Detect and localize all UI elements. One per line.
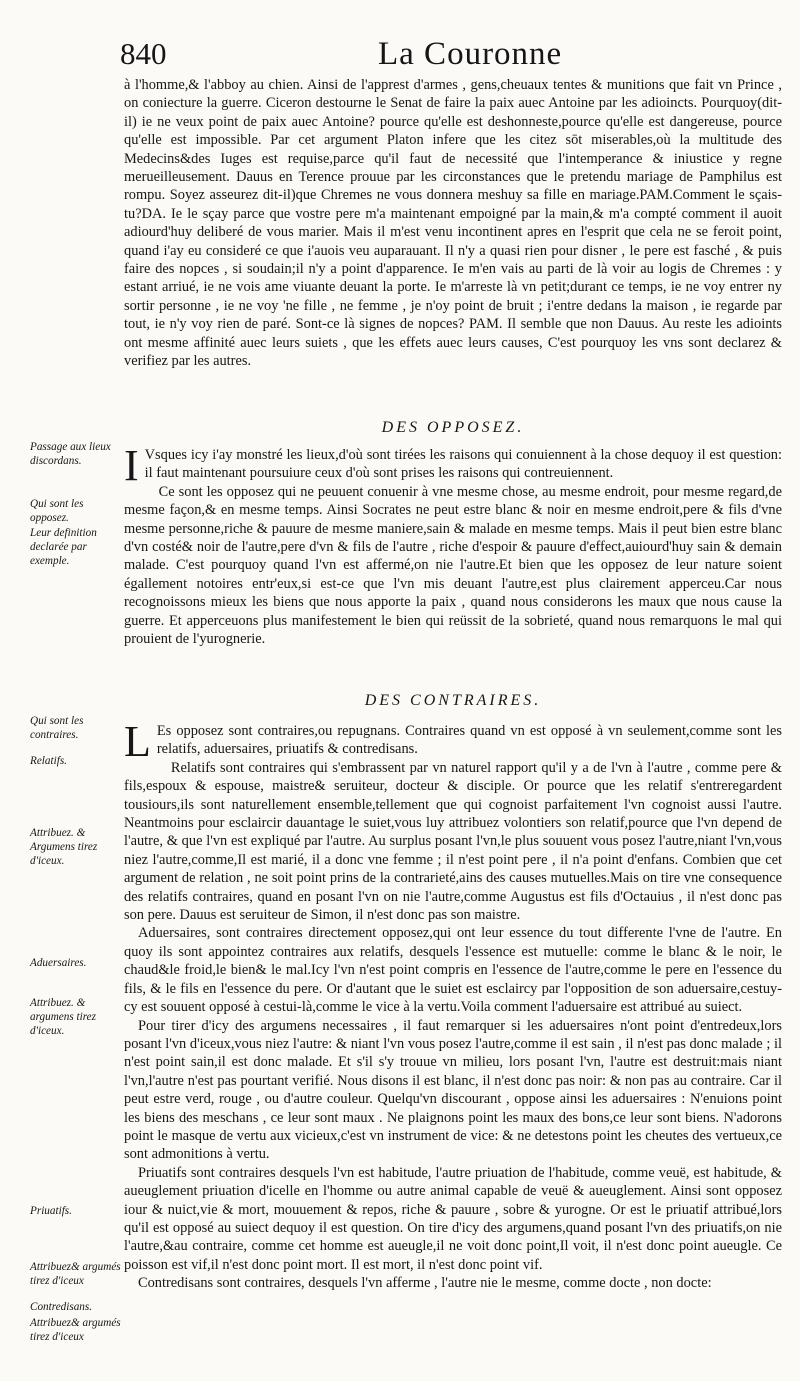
margin-note: Passage aux lieux discordans. xyxy=(30,441,111,467)
page-number: 840 xyxy=(120,36,167,71)
drop-capital: L xyxy=(124,717,151,766)
margin-note: Qui sont les opposez. xyxy=(30,498,84,524)
running-header xyxy=(120,34,780,74)
paragraph: Contredisans sont contraires, desquels l'vn afferme , l'autre nie le mesme, comme docte , non docte: xyxy=(138,1275,712,1292)
paragraph-text: Vsques icy i'ay monstré les lieux,d'où sont tirées les raisons qui conuiennent à la chose dequoy il est question: il faut maintenant poursuiure ceux d'où sont prises les raisons qui contreuiennent. xyxy=(144,447,782,482)
margin-note: Attribuez. & Argumens tirez d'iceux. xyxy=(30,827,98,867)
paragraph: à l'homme,& l'abboy au chien. Ainsi de l'apprest d'armes , gens,cheuaux tentes & munitions que fait vn Prince , on coniecture la guerre. Ciceron destourne le Senat de faire la paix auec Antoine par les adioincts. Pourquoy(dit-il) ie ne veux point de paix auec Antoine? pource qu'elle est deshonneste,pource qu'elle est dangereuse, pource qu'elle est impossible. Par cet argument Platon infere que les citez sōt miserables,où la multitude des Medecins&des Iuges est requise,parce qu'il faut de necessité que l'intemperance & iniustice y regne merueilleusement. Dauus en Terence prouue par les circonstances que le pretendu mariage de Pamphilus est rompu. Soyez asseurez dit-il)que Chremes ne vous donnera meshuy sa fille en mariage.PAM.Comment le sçais-tu?DA. Ie le sçay parce que vostre pere m'a maintenant empoigné par la main,& m'a compté comment il auoit adiourd'huy deliberé de vous marier. Mais il m'est venu incontinent apres en l'esprit que cela ne se feroit point, quand i'ay eu consideré ce que i'auois veu auparauant. Il n'y a quasi rien pour disner , le pere est fasché , & puis faire des nopces , si soudain;il n'y a point d'apparence. Ie m'en vais au parti de là voir au logis de Chremes : y estant arriué, ie ne vois ame viuante deuant la porte. Ie m'arreste là vn petit;durant ce temps, ie ne voy entrer ny sortir personne , ie ne voy 'ne fille , ne femme , je n'oy point de bruit ; i'entre dedans la maison , ie regarde par tout, ie n'y voy rien de paré. Sont-ce là signes de nopces? PAM. Il semble que non Dauus. Au reste les adioints ont mesme affinité auec leurs suiets , que les effets auec leurs causes, C'est pourquoy les vns sont declarez & verifiez par les autres. xyxy=(124,77,782,370)
section-heading-contraires: DES CONTRAIRES. xyxy=(364,692,542,709)
drop-capital: I xyxy=(124,441,139,490)
paragraph: Pour tirer d'icy des argumens necessaires , il faut remarquer si les aduersaires n'ont point d'entredeux,lors posant l'vn d'iceux,vous niez l'autre: & niant l'vn vous posez l'autre,comme il est sain , il n'est pas donc malade ; il n'est point sain,il est donc malade. Et s'il s'y trouue vn milieu, lors posant l'vn, l'autre est destruit:mais niant l'vn,l'autre n'est pas pourtant verifié. Nous disons il est blanc, il n'est donc pas noir: & non pas au contraire. Car il peut estre verd, rouge , ou d'autre couleur. Quelqu'vn discourant , oppose ainsi les aduersaires : N'enuions point les biens des meschans , ce leur sont maux . Ne plaignons point les maux des bons,ce leur sont biens. N'adorons point le masque de vertu aux vicieux,c'est vn instrument de vice: & ne detestons point les cheutes des vertueux,ce sont admonitions à vertu. xyxy=(124,1017,782,1163)
margin-notes xyxy=(30,0,122,1381)
paragraph xyxy=(124,441,782,490)
margin-note: Attribuez& argumés tirez d'iceux xyxy=(30,1317,121,1343)
margin-note: Qui sont les contraires. xyxy=(30,715,84,741)
section-contraires-body xyxy=(124,717,782,1293)
margin-note: Leur definition declarée par exemple. xyxy=(30,527,97,567)
margin-note: Priuatifs. xyxy=(30,1205,72,1217)
paragraph: Relatifs sont contraires qui s'embrassent par vn naturel rapport qu'il y a de l'vn à l'autre , comme pere & fils,espoux & espouse, maistre& seruiteur, docteur & disciple. Or pource que les relatif s'entreregardent tousiours,ils sont naturellement ensemble,tellement que qui cognoist parfaitement l'vn cognoist aussi l'autre. Neantmoins pour esclaircir dauantage le suiet,vous luy attribuez volontiers son relatif,pource que l'vn depend de l'autre, & que l'vn est expliqué par l'autre. Au surplus posant l'vn,le plus souuent vous posez l'autre,niant l'vn,vous niez l'autre,comme,Il est marié, il a donc vne femme ; il n'est point pere , il n'a point d'enfans. Combien que cet argument de relation , ne soit point prins de la contrarieté,ains des causes mutuelles.Mais on tire vne consequence des relatifs contraires, quand en posant l'vn on nie l'autre,comme Augustus est fils d'Octauius , il n'est donc pas son pere. Dauus est seruiteur de Simon, il n'est donc pas son maistre. xyxy=(124,759,782,924)
paragraph: Priuatifs sont contraires desquels l'vn est habitude, l'autre priuation de l'habitude, comme veuë, est habitude, & aueuglement priuation d'icelle en l'homme ou autre animal capable de veuë & aueuglement. Ainsi sont opposez iour & nuict,vie & mort, mouuement & repos, riche & pauure , sobre & yurogne. Or est le priuatif attribué,lors qu'il est opposé au suiect dequoy il est question. On tire d'icy des argumens,quand posant l'vn des priuatifs,on nie l'autre,&au contraire, comme cet homme est aueugle,il ne voit donc point,Il voit, il n'est donc point aueugle. Ce poisson est vif,il n'est donc point mort. Il est mort, il n'est donc point vif. xyxy=(124,1164,782,1273)
margin-note: Contredisans. xyxy=(30,1301,93,1313)
paragraph: Ce sont les opposez qui ne peuuent conuenir à vne mesme chose, au mesme endroit, pour mesme regard,de mesme façon,& en mesme temps. Ainsi Socrates ne peut estre blanc & noir en mesme endroit,pere & fils d'vne mesme personne,riche & pauure de mesme maniere,sain & malade en mesme temps. Mais il peut bien estre blanc d'vn costé& noir de l'autre,pere d'vn & fils de l'autre , riche d'espoir & pauure d'effect,auiourd'huy sain & demain malade. C'est pourquoy quand l'vn est affermé,on nie l'autre.Et bien que les opposez de leur nature soient égallement notoires entr'eux,si est-ce que l'vn mis deuant l'autre,est plus clairement apperceu.Car nous recognoissons mieux les biens que nous apporte la paix , quand nous considerons les maux que nous cause la guerre. Et apperceuons plus manifestement le bien qui reüssit de la sobrieté, quand nous remarquons le mal qui prouient de l'yurognerie. xyxy=(124,483,782,648)
top-text-block xyxy=(124,76,782,371)
margin-note: Attribuez. & argumens tirez d'iceux. xyxy=(30,997,96,1037)
running-title: La Couronne xyxy=(378,36,563,72)
section-opposez-body xyxy=(124,441,782,648)
paragraph xyxy=(124,717,782,766)
margin-note: Attribuez& argumés tirez d'iceux xyxy=(30,1261,121,1287)
margin-note: Relatifs. xyxy=(30,755,67,767)
paragraph: Aduersaires, sont contraires directement opposez,qui ont leur essence du tout differente l'vne de l'autre. En quoy ils sont appointez contraires aux relatifs, desquels l'essence est mutuelle: comme le blanc & le noir, le chaud&le froid,le bien& le mal.Icy l'vn n'est point compris en l'essence de l'autre,comme le pere en l'essence du fils, & le fils en l'essence du pere. Or d'autant que le suiet est esclaircy par l'opposition de son aduersaire,cestuy-cy est souuent opposé à cestui-là,comme le vice à la vertu.Voila comment l'aduersaire est attribué au suiect. xyxy=(124,925,782,1016)
margin-note: Aduersaires. xyxy=(30,957,87,969)
section-heading-opposez: DES OPPOSEZ. xyxy=(381,419,525,436)
paragraph-text: Es opposez sont contraires,ou repugnans. Contraires quand vn est opposé à vn seulement,comme sont les relatifs, aduersaires, priuatifs & contredisans. xyxy=(156,723,782,758)
